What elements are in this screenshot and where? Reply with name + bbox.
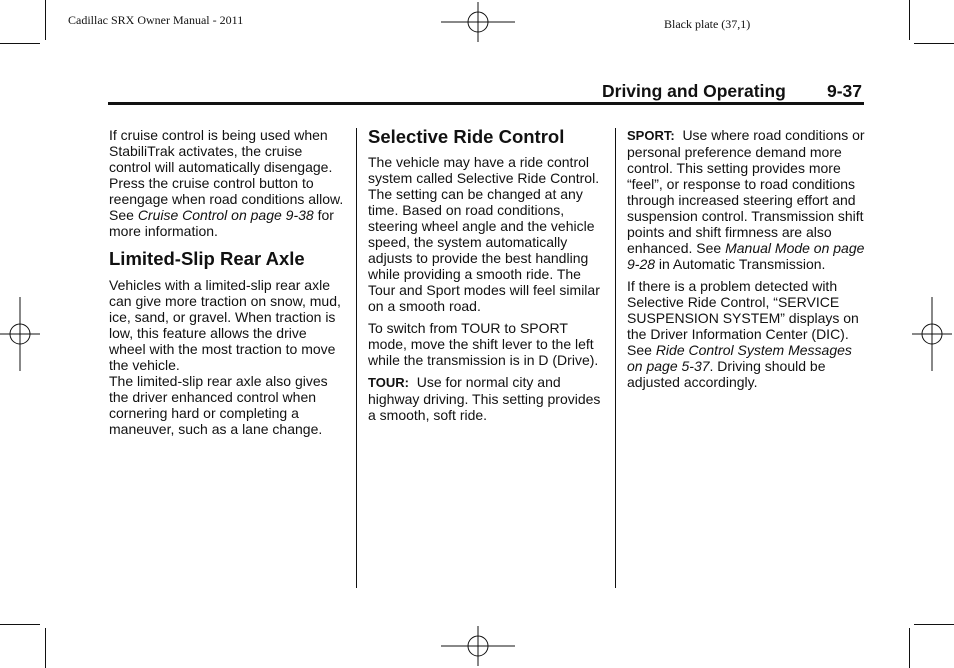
switch-mode-paragraph: To switch from TOUR to SPORT mode, move the shift lever to the left while the transmission is in D (Drive).	[368, 320, 599, 368]
limited-slip-paragraph-2: The limited-slip rear axle also gives the driver enhanced control when cornering hard or completing a maneuver, such as a lane change.	[109, 373, 328, 437]
column-3	[627, 127, 869, 396]
sport-mode-paragraph: SPORT: Use where road conditions or personal preference demand more control. This setting provides more “feel”, or response to road conditions through increased steering effort and suspension control. Transmission shift points and shift firmness are also enhanced. See Manual Mode on page 9-28 in Automatic Transmission.	[627, 127, 869, 272]
service-suspension-paragraph: If there is a problem detected with Selective Ride Control, “SERVICE SUSPENSION SYSTEM” displays on the Driver Information Center (DIC). See Ride Control System Messages on page 5-37. Driving should be adjusted accordingly.	[627, 278, 859, 390]
manual-title-slug: Cadillac SRX Owner Manual - 2011	[68, 13, 244, 27]
registration-mark-bottom	[441, 626, 515, 666]
column-2	[368, 127, 606, 429]
registration-mark-top	[441, 2, 515, 42]
column-1	[109, 127, 345, 443]
tour-mode-paragraph: TOUR: Use for normal city and highway driving. This setting provides a smooth, soft ride.	[368, 374, 605, 423]
tour-label: TOUR:	[368, 375, 409, 390]
manual-mode-reference: Manual Mode on page 9-28	[627, 240, 865, 272]
column-divider-2	[615, 128, 616, 588]
plate-slug: Black plate (37,1)	[664, 17, 751, 31]
limited-slip-paragraph-1: Vehicles with a limited-slip rear axle can give more traction on snow, mud, ice, sand, or gravel. When traction is low, this feature allows the drive wheel with the most traction to move the vehicle.	[109, 277, 341, 373]
page-number: 9-37	[827, 81, 863, 101]
selective-ride-paragraph: The vehicle may have a ride control system called Selective Ride Control. The setting can be changed at any time. Based on road conditions, steering wheel angle and the vehicle speed, the system automatically adjusts to provide the best handling while providing a smooth ride. The Tour and Sport modes will feel similar on a smooth road.	[368, 154, 600, 314]
limited-slip-heading: Limited-Slip Rear Axle	[109, 248, 305, 269]
column-divider-1	[356, 128, 357, 588]
sport-label: SPORT:	[627, 128, 675, 143]
selective-ride-heading: Selective Ride Control	[368, 126, 565, 147]
registration-mark-left	[0, 297, 40, 371]
section-title: Driving and Operating	[602, 81, 786, 101]
registration-mark-right	[912, 297, 952, 371]
cruise-control-paragraph: If cruise control is being used when StabiliTrak activates, the cruise control will automatically disengage. Press the cruise control button to reengage when road conditions allow. See Cruise Control on page 9-38 for more information.	[109, 127, 344, 239]
header-rule	[108, 102, 864, 105]
ride-control-messages-reference: Ride Control System Messages on page 5-37	[627, 342, 852, 374]
cruise-control-reference: Cruise Control on page 9-38	[137, 207, 314, 223]
